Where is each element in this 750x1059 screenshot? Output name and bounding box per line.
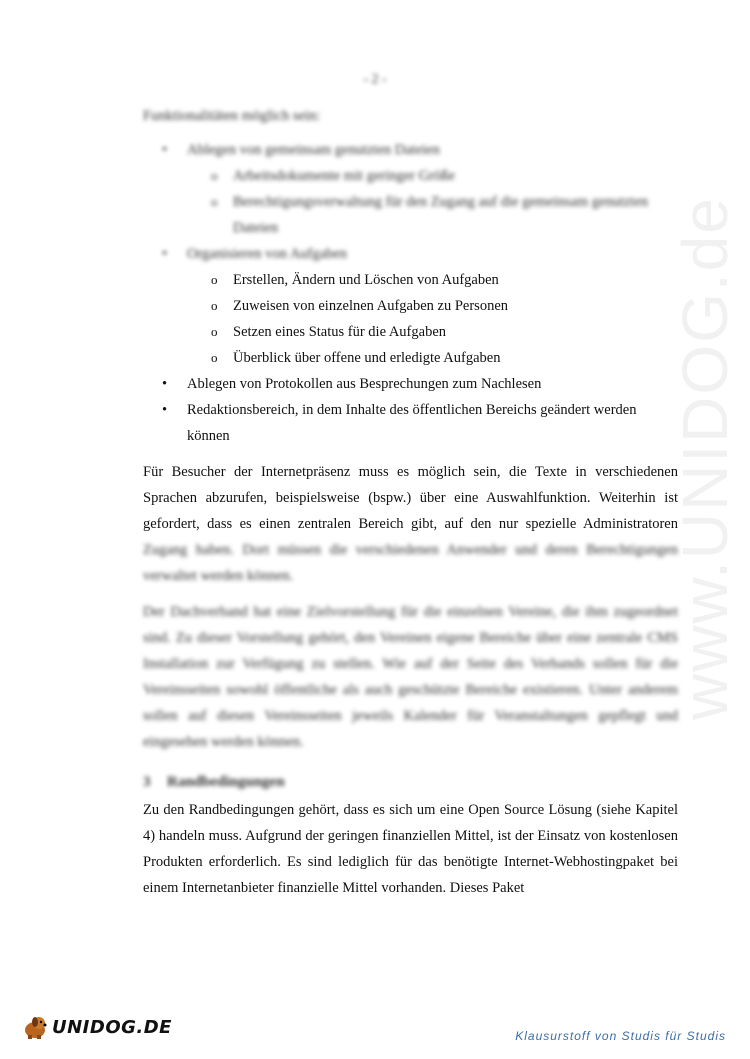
circle-bullet-icon: o — [211, 194, 218, 209]
list-item — [143, 137, 678, 163]
unidog-logo — [22, 1013, 172, 1041]
circle-bullet-icon: o — [211, 298, 218, 313]
sub-list-item — [143, 319, 678, 345]
paragraph-umbrella: Der Dachverband hat eine Zielvorstellung für die einzelnen Vereine, die ihm zugeordnet sind. Zu dieser Vorstellung gehört, den Vereinen eigene Bereiche über eine zentrale CMS Installation zur Verfügung zu stellen. Wie auf der Seite des Verbands sollen für die Vereinsseiten sowohl öffentliche als auch geschützte Bereiche existieren. Unter anderem sollen auf diesen Vereinsseiten jeweils Kalender für Veranstaltungen gepflegt und eingesehen werden können. — [143, 604, 678, 750]
sub-list-item-text: Arbeitsdokumente mit geringer Größe — [233, 168, 455, 184]
bullet-icon: • — [162, 142, 168, 158]
bullet-icon: • — [162, 402, 168, 418]
list-item-text: Organisieren von Aufgaben — [187, 246, 347, 262]
list-item — [143, 371, 678, 397]
list-item — [143, 397, 678, 449]
sub-list-item-text: Zuweisen von einzelnen Aufgaben zu Personen — [233, 298, 509, 314]
circle-bullet-icon: o — [211, 324, 218, 339]
paragraph-visitors — [143, 459, 678, 589]
sub-list-item — [143, 345, 678, 371]
circle-bullet-icon: o — [211, 168, 218, 183]
bullet-icon: • — [162, 376, 168, 392]
page-number: - 2 - — [363, 72, 387, 87]
list-item-text: Redaktionsbereich, in dem Inhalte des öffentlichen Bereichs geändert werden können — [187, 402, 637, 444]
section-heading — [143, 769, 678, 795]
intro-line: Funktionalitäten möglich sein: — [143, 108, 321, 124]
paragraph-visitors-text: Für Besucher der Internetpräsenz muss es möglich sein, die Texte in verschiedenen Sprachen abzurufen, beispielsweise (bspw.) über eine Auswahlfunktion. Weiterhin ist gefordert, dass es einen zentralen Bereich gibt, auf den nur spezielle Administratoren — [143, 464, 678, 532]
bullet-icon: • — [162, 246, 168, 262]
sub-list-item — [143, 163, 678, 189]
sub-list-item — [143, 293, 678, 319]
sub-list-item-text: Erstellen, Ändern und Löschen von Aufgaben — [233, 272, 499, 288]
circle-bullet-icon: o — [211, 350, 218, 365]
feature-list — [143, 137, 678, 449]
paragraph-constraints: Zu den Randbedingungen gehört, dass es sich um eine Open Source Lösung (siehe Kapitel 4) handeln muss. Aufgrund der geringen finanziellen Mittel, ist der Einsatz von kostenlosen Produkten erforderlich. Es sind lediglich für das benötigte Internet-Webhostingpaket bei einem Internetanbieter finanzielle Mittel vorhanden. Dieses Paket — [143, 802, 678, 896]
circle-bullet-icon: o — [211, 272, 218, 287]
list-item-text: Ablegen von Protokollen aus Besprechungen zum Nachlesen — [187, 376, 542, 392]
watermark: www.UNIDOG.de — [669, 196, 741, 720]
logo-text: UNIDOG.DE — [52, 1016, 172, 1038]
section-number: 3 — [143, 774, 151, 790]
paragraph-visitors-blurred: Zugang haben. Dort müssen die verschiedenen Anwender und deren Berechtigungen verwaltet werden können. — [143, 542, 678, 584]
dog-icon — [22, 1013, 50, 1041]
sub-list-item — [143, 189, 678, 241]
sub-list-item-text: Setzen eines Status für die Aufgaben — [233, 324, 447, 340]
list-item-text: Ablegen von gemeinsam genutzten Dateien — [187, 142, 440, 158]
sub-list-item — [143, 267, 678, 293]
sub-list-item-text: Überblick über offene und erledigte Aufgaben — [233, 350, 501, 366]
list-item — [143, 241, 678, 267]
footer-tagline: Klausurstoff von Studis für Studis — [515, 1029, 726, 1043]
section-title: Randbedingungen — [167, 774, 285, 790]
document-body — [143, 103, 678, 901]
sub-list-item-text: Berechtigungsverwaltung für den Zugang auf die gemeinsam genutzten Dateien — [233, 194, 649, 236]
